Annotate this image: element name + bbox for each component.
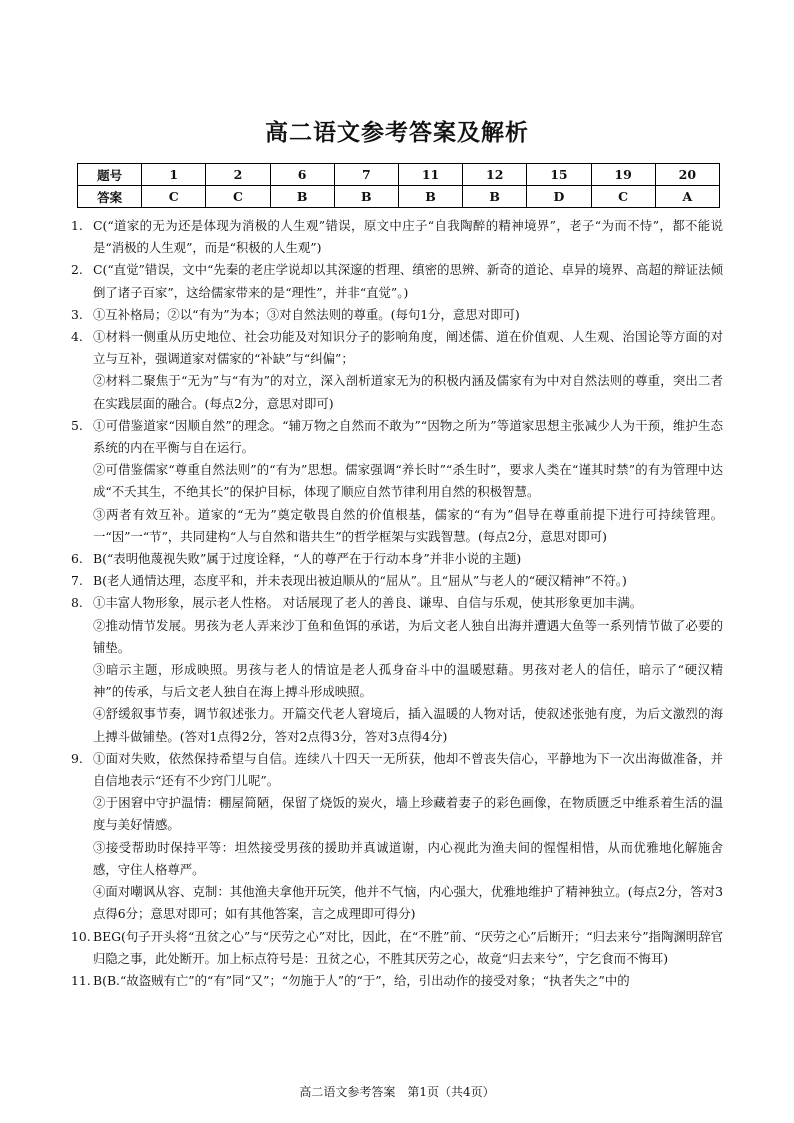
item-paragraph: ②可借鉴儒家“尊重自然法则”的“有为”思想。儒家强调“养长时”“杀生时”，要求人类在“谨其时禁”的有为管理中达成“不夭其生，不绝其长”的保护目标，体现了顺应自然节律利用自然的积极智慧。: [93, 462, 723, 500]
item-paragraph: ③两者有效互补。道家的“无为”奠定敬畏自然的价值根基，儒家的“有为”倡导在尊重前提下进行可持续管理。一“因”一“节”，共同建构“人与自然和谐共生”的哲学框架与实践智慧。(每点2分，意思对即可): [93, 506, 723, 544]
question-number: 20: [655, 164, 719, 186]
answer-item: [71, 570, 723, 592]
item-paragraph: ①面对失败，依然保持希望与自信。连续八十四天一无所获，他却不曾丧失信心，平静地为下一次出海做准备，并自信地表示“还有不少窍门儿呢”。: [93, 750, 723, 789]
row-header-number: 题号: [78, 164, 142, 186]
question-number: 11: [398, 164, 462, 186]
item-paragraph: ①可借鉴道家“因顺自然”的理念。“辅万物之自然而不敢为”“因物之所为”等道家思想主张减少人为干预，维护生态系统的内在平衡与自在运行。: [93, 417, 723, 456]
item-paragraph: B(老人通情达理，态度平和，并未表现出被迫顺从的“屈从”。且“屈从”与老人的“硬汉精神”不符。): [93, 573, 627, 589]
question-number: 1: [142, 164, 206, 186]
answer-table: [77, 163, 720, 208]
item-number: 5.: [71, 417, 83, 433]
question-number: 6: [270, 164, 334, 186]
item-paragraph: ④面对嘲讽从容、克制：其他渔夫拿他开玩笑，他并不气恼，内心强大，优雅地维护了精神独立。(每点2分，答对3点得6分；意思对即可；如有其他答案，言之成理即可得分): [93, 884, 723, 922]
item-paragraph: B(“表明他蔑视失败”属于过度诠释，“人的尊严在于行动本身”并非小说的主题): [93, 551, 522, 567]
answer-item: [71, 748, 723, 926]
answer-cell: C: [142, 186, 206, 208]
answer-cell: B: [334, 186, 398, 208]
item-paragraph: ①丰富人物形象，展示老人性格。 对话展现了老人的善良、谦卑、自信与乐观，使其形象更加丰满。: [93, 595, 643, 611]
answer-cell: B: [463, 186, 527, 208]
answer-cell: D: [527, 186, 591, 208]
row-header-answer: 答案: [78, 186, 142, 208]
answer-item: [71, 970, 723, 992]
question-number: 15: [527, 164, 591, 186]
answer-cell: C: [591, 186, 655, 208]
item-paragraph: ④舒缓叙事节奏，调节叙述张力。开篇交代老人窘境后，插入温暖的人物对话，使叙述张弛有度，为后文激烈的海上搏斗做铺垫。(答对1点得2分，答对2点得3分，答对3点得4分): [93, 706, 723, 744]
item-paragraph: BEG(句子开头将“丑贫之心”与“厌劳之心”对比，因此，在“不胜”前、“厌劳之心”后断开；“归去来兮”指陶渊明辞官归隐之事，此处断开。加上标点符号是：丑贫之心，不胜其厌劳之心，故竟“归去来兮”，宁乞食而不悔耳): [93, 928, 723, 966]
answer-item: [71, 926, 723, 970]
item-number: 1.: [71, 218, 83, 233]
answer-item: [71, 592, 723, 747]
item-paragraph: ②材料二聚焦于“无为”与“有为”的对立，深入剖析道家无为的积极内涵及儒家有为中对自然法则的尊重，突出二者在实践层面的融合。(每点2分，意思对即可): [93, 373, 723, 411]
question-number: 12: [463, 164, 527, 186]
item-number: 6.: [71, 551, 83, 567]
answer-cell: C: [206, 186, 270, 208]
answer-item: [71, 215, 723, 259]
item-paragraph: ③暗示主题，形成映照。男孩与老人的情谊是老人孤身奋斗中的温暖慰藉。男孩对老人的信任，暗示了“硬汉精神”的传承，与后文老人独自在海上搏斗形成映照。: [93, 662, 723, 700]
item-paragraph: ②推动情节发展。男孩为老人弄来沙丁鱼和鱼饵的承诺，为后文老人独自出海并遭遇大鱼等一系列情节做了必要的铺垫。: [93, 617, 723, 655]
item-number: 4.: [71, 329, 83, 345]
page-footer: 高二语文参考答案 第1页（共4页）: [299, 1085, 495, 1099]
answer-item: [71, 304, 723, 326]
answer-item: [71, 415, 723, 548]
answer-table-answer-row: [78, 186, 720, 208]
item-paragraph: ③接受帮助时保持平等：坦然接受男孩的援助并真诚道谢，内心视此为渔夫间的惺惺相惜，从而优雅地化解施舍感，守住人格尊严。: [93, 839, 723, 877]
item-paragraph: C(“直觉”错误，文中“先秦的老庄学说却以其深邃的哲理、缜密的思辨、新奇的道论、卓异的境界、高超的辩证法倾倒了诸子百家”，这给儒家带来的是“理性”，并非“直觉”。): [93, 262, 723, 300]
item-number: 11.: [71, 972, 91, 988]
item-paragraph: ①互补格局；②以“有为”为本；③对自然法则的尊重。(每句1分，意思对即可): [93, 306, 520, 322]
item-number: 9.: [71, 750, 83, 766]
answer-cell: B: [398, 186, 462, 208]
item-number: 8.: [71, 595, 83, 611]
answer-cell: A: [655, 186, 719, 208]
answer-item: [71, 548, 723, 570]
item-number: 10.: [71, 928, 91, 944]
item-paragraph: C(“道家的无为还是体现为消极的人生观”错误，原文中庄子“自我陶醉的精神境界”，老子“为而不恃”，都不能说是“消极的人生观”，而是“积极的人生观”): [93, 218, 723, 256]
item-paragraph: ②于困窘中守护温情：棚屋简陋，保留了烧饭的炭火，墙上珍藏着妻子的彩色画像，在物质匮乏中维系着生活的温度与美好情感。: [93, 795, 723, 833]
answer-explanations: [71, 215, 723, 992]
answer-item: [71, 326, 723, 415]
answer-table-number-row: [78, 164, 720, 186]
item-number: 7.: [71, 573, 83, 589]
item-paragraph: ①材料一侧重从历史地位、社会功能及对知识分子的影响角度，阐述儒、道在价值观、人生观、治国论等方面的对立与互补，强调道家对儒家的“补缺”与“纠偏”；: [93, 329, 723, 367]
answer-item: [71, 259, 723, 303]
item-paragraph: B(B.“故盗贼有亡”的“有”同“又”；“勿施于人”的“于”，给，引出动作的接受对象；“执者失之”中的: [93, 972, 630, 988]
item-number: 3.: [71, 306, 83, 322]
page-title: 高二语文参考答案及解析: [265, 120, 529, 146]
item-number: 2.: [71, 262, 83, 278]
question-number: 7: [334, 164, 398, 186]
question-number: 19: [591, 164, 655, 186]
question-number: 2: [206, 164, 270, 186]
answer-cell: B: [270, 186, 334, 208]
